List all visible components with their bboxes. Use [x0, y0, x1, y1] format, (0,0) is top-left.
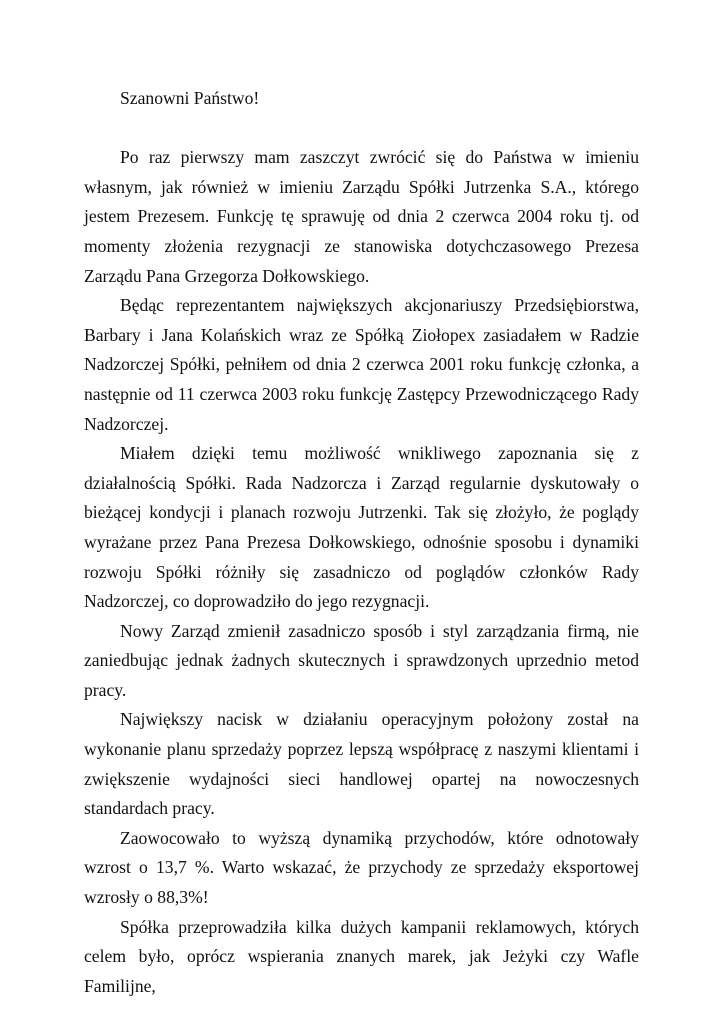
paragraph-6: Zaowocowało to wyższą dynamiką przychodów, które odnotowały wzrost o 13,7 %. Warto wskazać, że przychody ze sprzedaży eksportowej wzrosły o 88,3%!: [84, 827, 639, 908]
salutation: Szanowni Państwo!: [120, 88, 260, 108]
paragraph-3: Miałem dzięki temu możliwość wnikliwego zapoznania się z działalnością Spółki. Rada Nadzorcza i Zarząd regularnie dyskutowały o bieżącej kondycji i planach rozwoju Jutrzenki. Tak się złożyło, że poglądy wyrażane przez Pana Prezesa Dołkowskiego, odnośnie sposobu i dynamiki rozwoju Spółki różniły się zasadniczo od poglądów członków Rady Nadzorczej, co doprowadziło do jego rezygnacji.: [84, 443, 639, 612]
letter-page: [84, 84, 639, 1001]
paragraph-1: Po raz pierwszy mam zaszczyt zwrócić się do Państwa w imieniu własnym, jak również w imieniu Zarządu Spółki Jutrzenka S.A., którego jestem Prezesem. Funkcję tę sprawuję od dnia 2 czerwca 2004 roku tj. od momenty złożenia rezygnacji ze stanowiska dotychczasowego Prezesa Zarządu Pana Grzegorza Dołkowskiego.: [84, 147, 639, 286]
paragraph-7: Spółka przeprowadziła kilka dużych kampanii reklamowych, których celem było, oprócz wspierania znanych marek, jak Jeżyki czy Wafle Familijne,: [84, 916, 639, 996]
paragraph-4: Nowy Zarząd zmienił zasadniczo sposób i styl zarządzania firmą, nie zaniedbując jednak żadnych skutecznych i sprawdzonych uprzednio metod pracy.: [84, 620, 639, 700]
paragraph-5: Największy nacisk w działaniu operacyjnym położony został na wykonanie planu sprzedaży poprzez lepszą współpracę z naszymi klientami i zwiększenie wydajności sieci handlowej opartej na nowoczesnych standardach pracy.: [84, 709, 639, 819]
paragraph-2: Będąc reprezentantem największych akcjonariuszy Przedsiębiorstwa, Barbary i Jana Kolańskich wraz ze Spółką Ziołopex zasiadałem w Radzie Nadzorczej Spółki, pełniłem od dnia 2 czerwca 2001 roku funkcję członka, a następnie od 11 czerwca 2003 roku funkcję Zastępcy Przewodniczącego Rady Nadzorczej.: [84, 295, 639, 434]
